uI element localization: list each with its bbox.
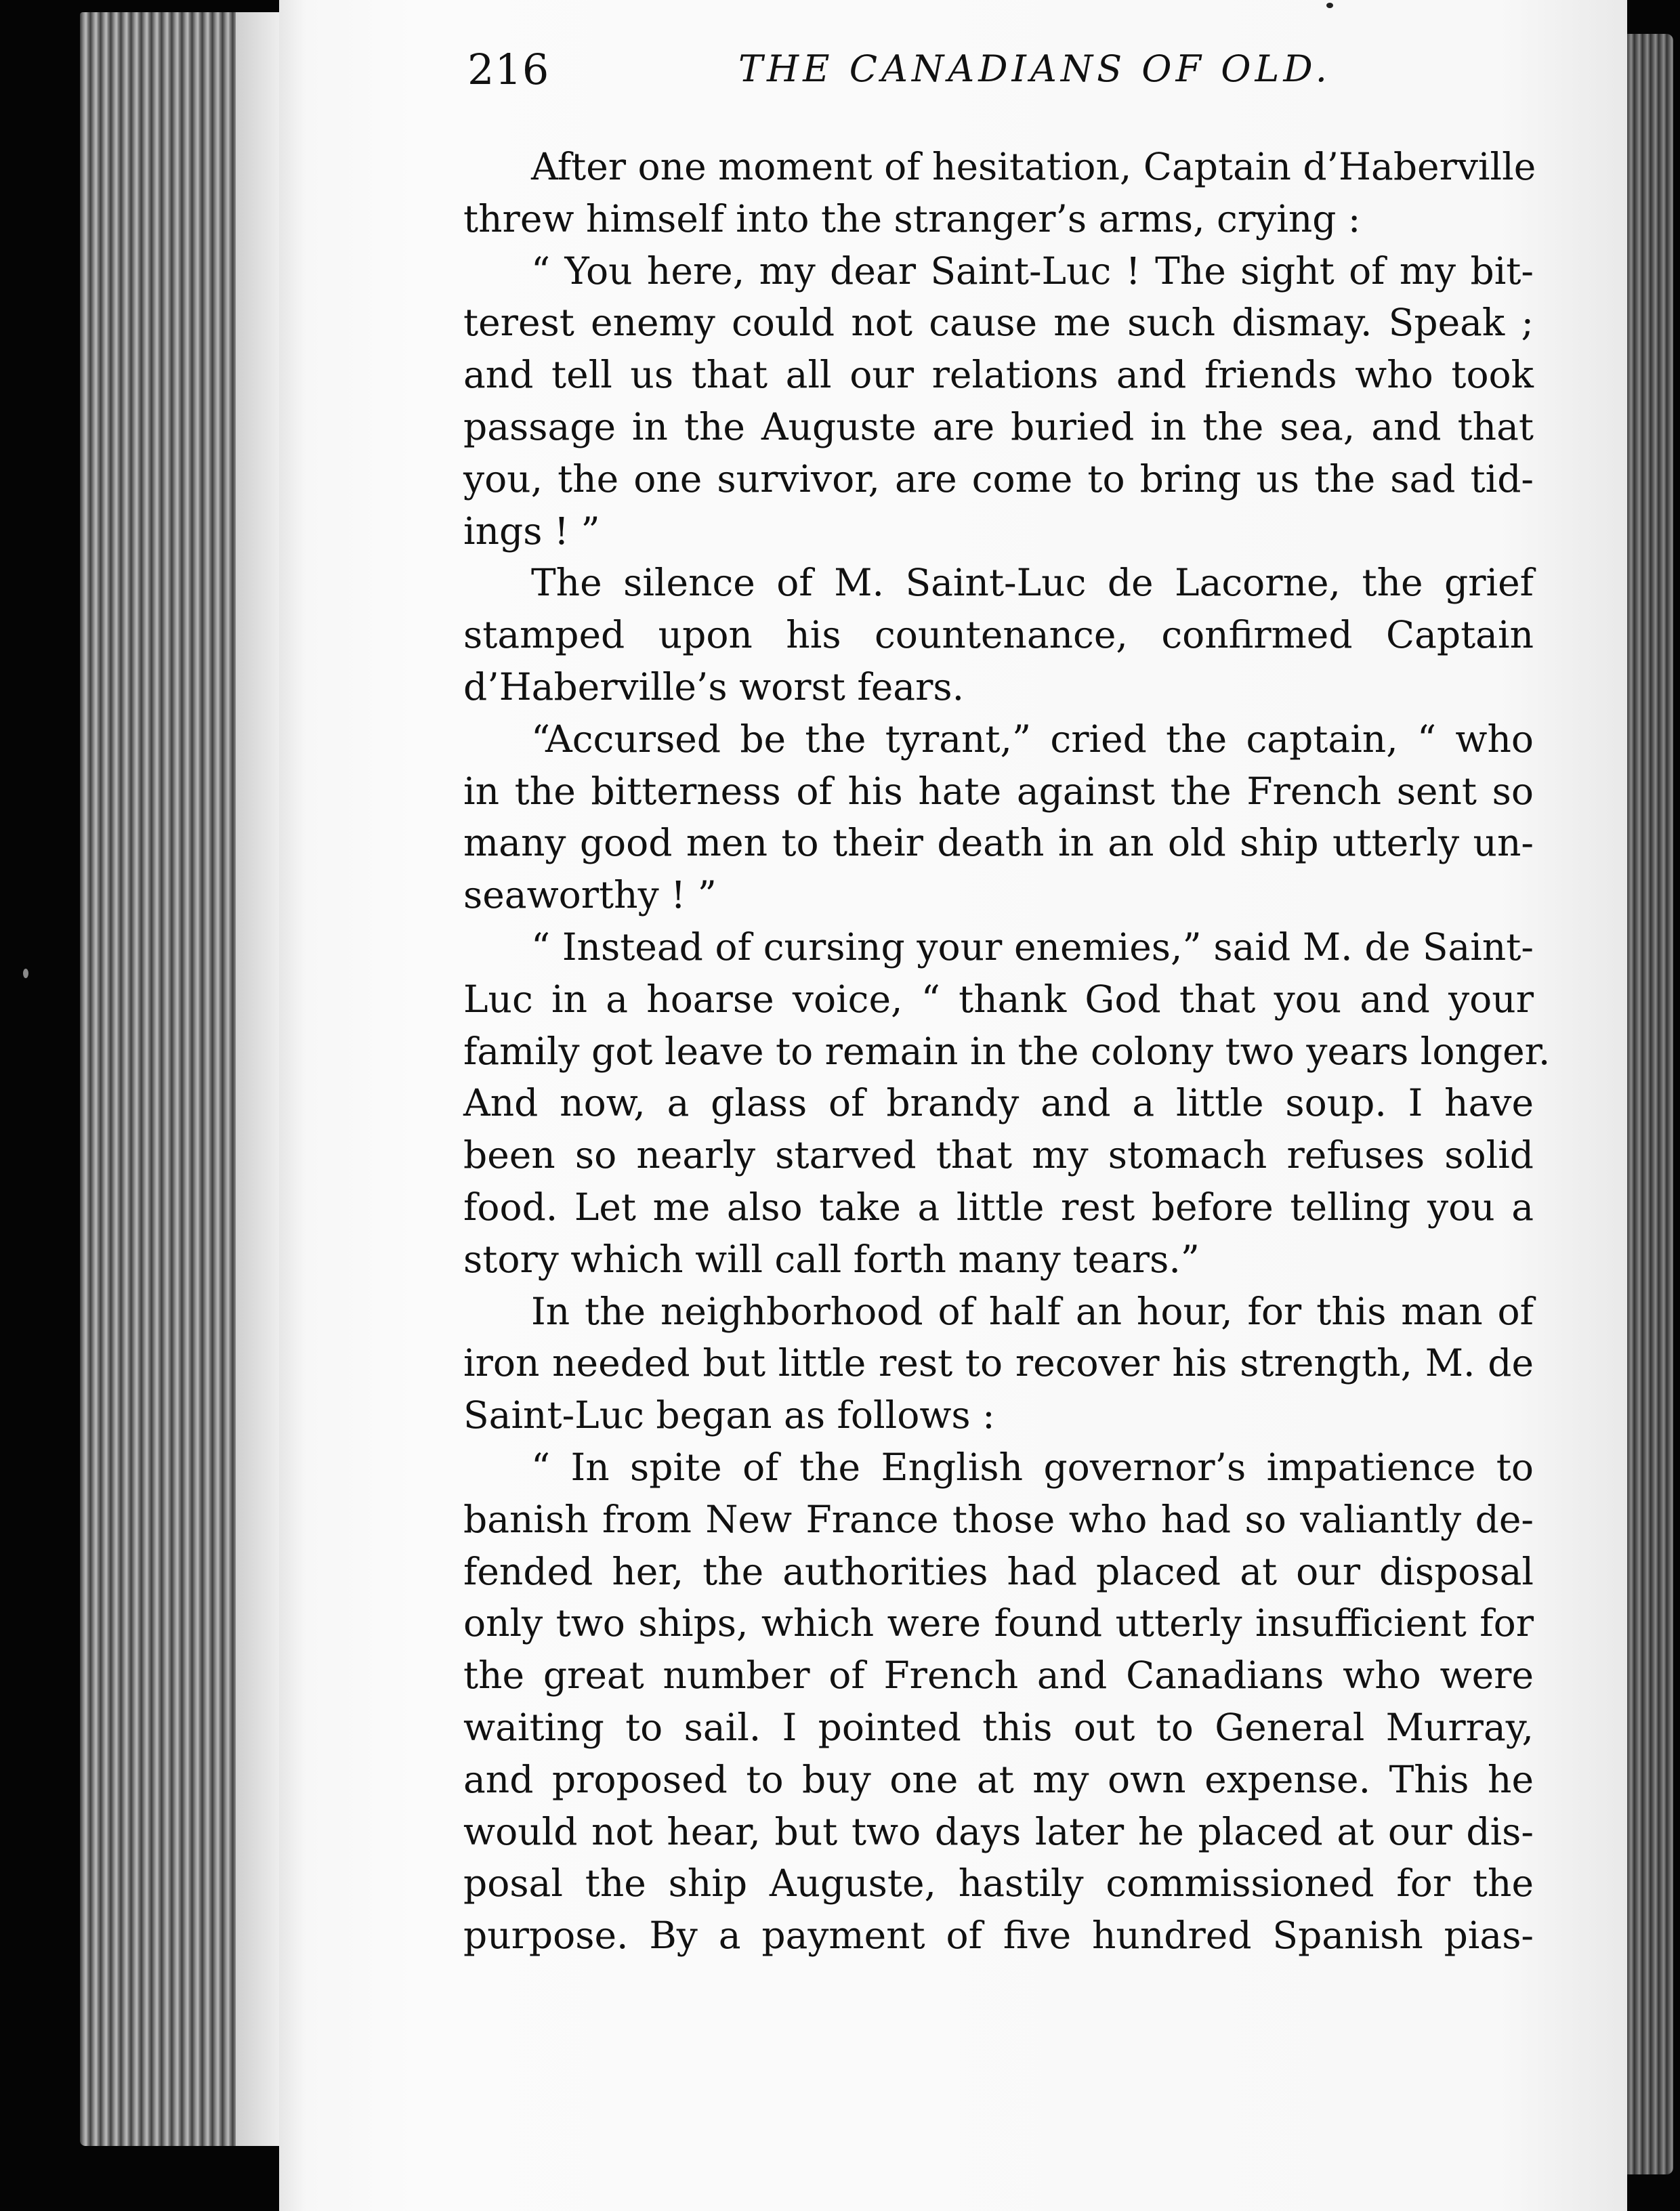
text-line: Luc in a hoarse voice, “ thank God that you and your [463,977,1534,1021]
text-line: the great number of French and Canadians who were [463,1654,1534,1698]
text-line: seaworthy ! ” [463,873,717,917]
text-line: you, the one survivor, are come to bring us the sad tid- [463,457,1534,501]
text-line: banish from New France those who had so valiantly de- [463,1497,1534,1541]
text-line: “ You here, my dear Saint-Luc ! The sight of my bit- [531,249,1534,293]
text-line: fended her, the authorities had placed at our disposal [463,1549,1534,1593]
left-page-edges [80,12,283,2146]
text-line: family got leave to remain in the colony two years longer. [463,1029,1551,1073]
text-line: been so nearly starved that my stomach refuses solid [463,1133,1534,1177]
text-line: purpose. By a payment of five hundred Spanish pias- [463,1914,1534,1958]
text-line: passage in the Auguste are buried in the sea, and that [463,404,1534,448]
body-text [463,141,1551,1962]
text-line: many good men to their death in an old ship utterly un- [463,821,1534,865]
text-line: iron needed but little rest to recover his strength, M. de [463,1341,1534,1385]
right-page-edges [1626,34,1673,2174]
text-line: Saint-Luc began as follows : [463,1393,995,1437]
text-line: d’Haberville’s worst fears. [463,665,965,709]
text-line: food. Let me also take a little rest before telling you a [463,1185,1534,1229]
text-line: only two ships, which were found utterly insufficient for [463,1601,1534,1645]
text-line: threw himself into the stranger’s arms, crying : [463,196,1361,240]
text-line: The silence of M. Saint-Luc de Lacorne, the grief [531,561,1534,605]
page-number: 216 [467,45,550,94]
text-line: terest enemy could not cause me such dismay. Speak ; [463,301,1534,345]
running-head [467,45,1551,106]
text-line: And now, a glass of brandy and a little soup. I have [463,1081,1534,1125]
text-line: After one moment of hesitation, Captain d’Haberville [531,145,1536,188]
text-line: and proposed to buy one at my own expense. This he [463,1757,1534,1801]
scan-speck [23,969,28,978]
text-line: waiting to sail. I pointed this out to General Murray, [463,1705,1534,1749]
text-line: would not hear, but two days later he placed at our dis- [463,1809,1534,1853]
text-line: “Accursed be the tyrant,” cried the captain, “ who [531,717,1534,761]
text-line: “ Instead of cursing your enemies,” said M. de Saint- [531,925,1534,969]
text-line: “ In spite of the English governor’s impatience to [531,1445,1534,1489]
text-line: in the bitterness of his hate against the French sent so [463,769,1534,813]
text-line: In the neighborhood of half an hour, for this man of [531,1289,1534,1333]
text-line: and tell us that all our relations and friends who took [463,353,1534,397]
scan-speck [1326,3,1333,8]
text-line: ings ! ” [463,509,600,553]
text-line: stamped upon his countenance, confirmed Captain [463,613,1534,657]
text-line: story which will call forth many tears.” [463,1237,1200,1281]
text-line: posal the ship Auguste, hastily commissioned for the [463,1861,1534,1905]
running-title: THE CANADIANS OF OLD. [738,47,1331,90]
